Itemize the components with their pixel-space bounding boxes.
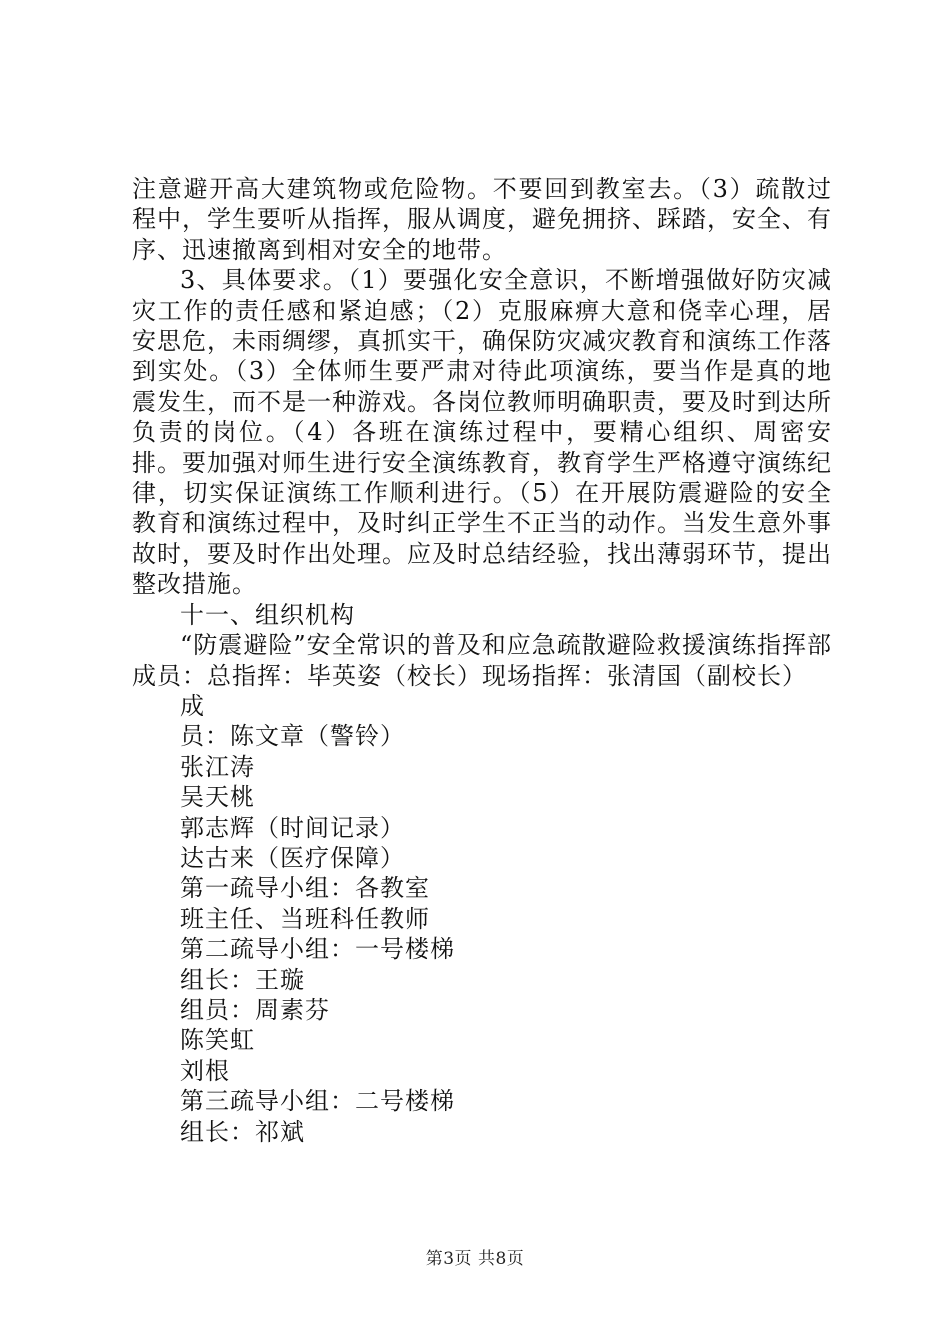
list-line: 第一疏导小组：各教室 [180,874,430,903]
list-line: 第三疏导小组：二号楼梯 [180,1087,455,1116]
list-line: 班主任、当班科任教师 [180,904,430,933]
list-line: 张江涛 [180,752,255,781]
list-line: 成 [180,691,205,720]
document-body [132,174,832,1147]
page-footer: 第3页 共8页 [425,1249,525,1269]
section-heading-organization: 十一、组织机构 [180,600,355,629]
list-line: 第二疏导小组：一号楼梯 [180,935,455,964]
paragraph-command-members: “防震避险”安全常识的普及和应急疏散避险救援演练指挥部成员：总指挥：毕英姿（校长）现场指挥：张清国（副校长） [132,631,832,690]
list-line: 陈笑虹 [180,1026,255,1055]
list-line: 达古来（医疗保障） [180,843,405,872]
paragraph-evacuation: 注意避开高大建筑物或危险物。不要回到教室去。（3）疏散过程中，学生要听从指挥，服从调度，避免拥挤、踩踏，安全、有序、迅速撤离到相对安全的地带。 [132,175,832,264]
list-line: 组员：周素芬 [180,995,330,1024]
paragraph-requirements: 3、具体要求。（1）要强化安全意识，不断增强做好防灾减灾工作的责任感和紧迫感；（2）克服麻痹大意和侥幸心理，居安思危，未雨绸缪，真抓实干，确保防灾减灾教育和演练工作落到实处。（3）全体师生要严肃对待此项演练，要当作是真的地震发生，而不是一种游戏。各岗位教师明确职责，要及时到达所负责的岗位。（4）各班在演练过程中，要精心组织、周密安排。要加强对师生进行安全演练教育，教育学生严格遵守演练纪律，切实保证演练工作顺利进行。（5）在开展防震避险的安全教育和演练过程中，及时纠正学生不正当的动作。当发生意外事故时，要及时作出处理。应及时总结经验，找出薄弱环节，提出整改措施。 [132,266,832,599]
list-line: 员：陈文章（警铃） [180,722,405,751]
list-line: 刘根 [180,1056,230,1085]
list-line: 吴天桃 [180,783,255,812]
list-line: 组长：王璇 [180,965,305,994]
list-line: 组长：祁斌 [180,1117,305,1146]
list-line: 郭志辉（时间记录） [180,813,405,842]
